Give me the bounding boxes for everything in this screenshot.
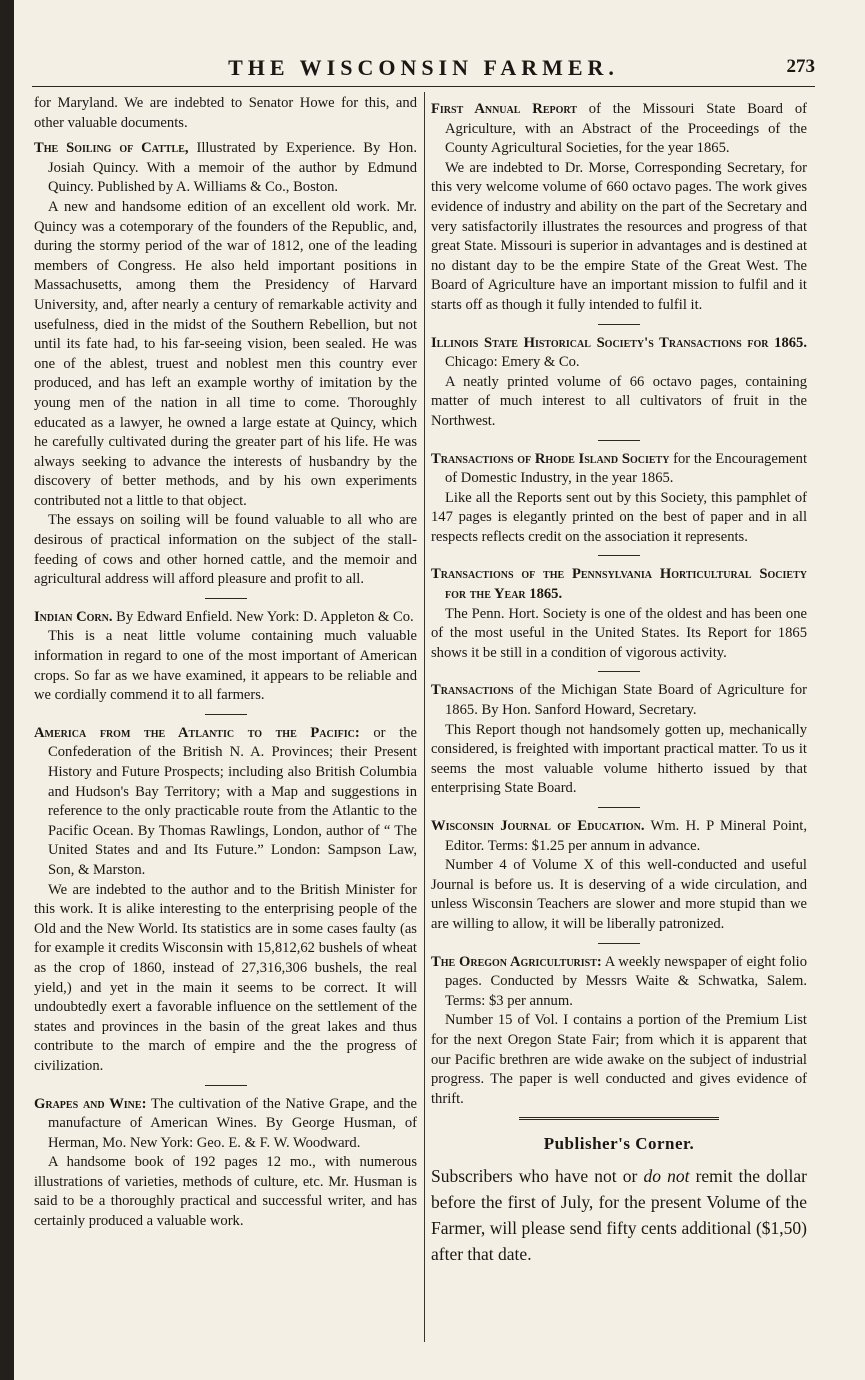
review-publication-info: A weekly newspaper of eight folio pages. Conducted by Messrs Waite & Schwatka, Salem. Terms: $3 per annum. [445, 953, 807, 1009]
publisher-emphasis: do not [643, 1165, 690, 1186]
review-paragraph: Like all the Reports sent out by this Society, this pamphlet of 147 pages is elegantly printed on the best of paper and in all respects reflects credit on the association it represents. [431, 489, 807, 545]
review-title: Wisconsin Journal of Education. [431, 818, 645, 834]
review-heading [431, 681, 807, 720]
review-title: Transactions of Rhode Island Society [431, 450, 670, 467]
review-entry [34, 139, 417, 590]
review-heading [34, 1095, 417, 1154]
review-paragraph: A new and handsome edition of an excellent old work. Mr. Quincy was a cotemporary of the founders of the Republic, and, during the stormy period of the war of 1812, one of the leading members of Congress. He also held important positions in Massachusetts, among them the Presidency of Harvard University, and, after nearly a century of remarkable activity and usefulness, died in the midst of the Southern Rebellion, but not until its fate had, to his far-seeing vision, been sealed. He was one of the ablest, truest and noblest men this country ever produced, and has left an example worthy of imitation by the young men of the nation in all time to come. Thoroughly educated as a lawyer, he owned a large estate at Quincy, which he carefully cultivated during the greater part of his life. He was always seeking to advance the interests of husbandry by the discovery of better methods, and by his own experiments contributed not a little to that object. [34, 198, 417, 509]
review-publication-info: Wm. H. P Mineral Point, Editor. Terms: $1.25 per annum in advance. [445, 818, 807, 854]
review-heading [34, 724, 417, 881]
review-publication-info: The cultivation of the Native Grape, and the manufacture of American Wines. By George Husman, of Herman, Mo. New York: Geo. E. & F. W. Woodward. [48, 1095, 417, 1151]
review-title: First Annual Report [431, 101, 577, 117]
review-paragraph: A handsome book of 192 pages 12 mo., with numerous illustrations of varieties, methods of culture, etc. Mr. Husman is said to be a thoroughly practical and successful writer, and has certainly produced a valuable work. [34, 1154, 417, 1230]
review-paragraph: This Report though not handsomely gotten up, mechanically considered, is freighted with important practical matter. To us it seems the most valuable volume hitherto issued by that enterprising State Board. [431, 721, 807, 797]
review-paragraph: The Penn. Hort. Society is one of the oldest and has been one of the most useful in the United States. Its Report for 1865 shows it be still in a condition of vigorous activity. [431, 605, 807, 661]
review-heading [431, 100, 807, 159]
review-entry [34, 724, 417, 1077]
review-title: Transactions of the Pennsylvania Horticultural Society for the Year 1865. [431, 566, 807, 603]
left-column [34, 94, 417, 1232]
review-title: America from the Atlantic to the Pacific: [34, 724, 360, 741]
review-heading [431, 953, 807, 1012]
review-title: The Oregon Agriculturist: [431, 953, 602, 970]
review-publication-info: for the Encouragement of Domestic Industry, in the year 1865. [445, 450, 807, 487]
review-paragraph: We are indebted to Dr. Morse, Corresponding Secretary, for this very welcome volume of 660 octavo pages. The work gives evidence of industry and ability on the part of the Secretary and very satisfactorily illustrates the resources and progress of that great State. Missouri is superior in advantages and is destined at no distant day to be the empire State of the Great West. The Board of Agriculture have an important mission to fulfil and it starts off as though it fully intended to fulfil it. [431, 159, 807, 313]
review-title: Transactions [431, 682, 514, 699]
publisher-corner-heading: Publisher's Corner. [543, 1134, 695, 1154]
page-header [32, 50, 815, 87]
review-publication-info: Illustrated by Experience. By Hon. Josiah Quincy. With a memoir of the author by Edmund Quincy. Published by A. Williams & Co., Boston. [48, 140, 417, 196]
review-paragraph: A neatly printed volume of 66 octavo pages, containing matter of much interest to all cultivators of fruit in the Northwest. [431, 373, 807, 429]
section-rule [598, 943, 640, 944]
review-publication-info: or the Confederation of the British N. A. Provinces; their Present History and Future Prospects; including also British Columbia and Hudson's Bay Territory; with a Map and suggestions in reference to the only practicable route from the Atlantic to the Pacific Ocean. By Thomas Rawlings, London, author of “ The United States and and Its Future.” London: Sampson Law, Son, & Marston. [48, 724, 417, 878]
continued-text: for Maryland. We are indebted to Senator Howe for this, and other valuable documents. [34, 95, 417, 131]
page-binding-edge [0, 0, 14, 1380]
review-heading [431, 450, 807, 489]
review-entry [431, 953, 807, 1110]
review-publication-info: By Edward Enfield. New York: D. Appleton & Co. [112, 608, 414, 625]
review-paragraph: Number 15 of Vol. I contains a portion of the Premium List for the next Oregon State Fair; from which it is apparent that our Pacific brethren are wide awake on the subject of industrial progress. The paper is well conducted and gives evidence of thrift. [431, 1012, 807, 1107]
publisher-corner-notice [431, 1163, 807, 1267]
review-title: Indian Corn. [34, 608, 113, 625]
review-heading [34, 139, 417, 198]
review-title: Illinois State Historical Society's Transactions for 1865. [431, 334, 807, 351]
page-title: THE WISCONSIN FARMER. [228, 55, 619, 80]
section-rule [598, 440, 640, 441]
review-title: Grapes and Wine: [34, 1095, 147, 1112]
section-rule [598, 807, 640, 808]
page-number: 273 [786, 56, 815, 77]
section-rule [598, 324, 640, 325]
review-entry [34, 608, 417, 706]
publisher-text-after: remit the dollar before the first of July, for the present Volume of the Farmer, will please send fifty cents additional ($1,50) after that date. [431, 1165, 807, 1264]
section-rule [598, 671, 640, 672]
review-heading [431, 334, 807, 373]
right-column [431, 94, 807, 1267]
section-rule [205, 714, 247, 715]
review-heading [431, 817, 807, 856]
review-heading [431, 565, 807, 604]
review-entry [431, 100, 807, 316]
section-rule [598, 555, 640, 556]
review-publication-info: of the Michigan State Board of Agriculture for 1865. By Hon. Sanford Howard, Secretary. [445, 682, 807, 719]
publisher-text-before: Subscribers who have not or [431, 1165, 644, 1186]
review-entry [431, 817, 807, 935]
review-entry [431, 565, 807, 663]
review-title: The Soiling of Cattle, [34, 140, 189, 157]
section-rule [205, 1085, 247, 1086]
right-column-reviews [431, 100, 807, 1109]
review-paragraph: The essays on soiling will be found valuable to all who are desirous of practical information on the subject of the stall-feeding of cows and other horned cattle, and the memoir and agricultural address will afford pleasure and profit to all. [34, 512, 417, 588]
review-heading [34, 608, 417, 628]
review-entry [431, 450, 807, 548]
review-entry [34, 1095, 417, 1232]
review-paragraph: Number 4 of Volume X of this well-conducted and useful Journal is before us. It is deserving of a wide circulation, and unless Wisconsin Teachers are slower and more stupid than we are willing to allow, it will be liberally patronized. [431, 857, 807, 932]
review-entry [431, 334, 807, 432]
review-publication-info: Chicago: Emery & Co. [445, 354, 580, 371]
section-rule [205, 598, 247, 599]
review-publication-info: of the Missouri State Board of Agriculture, with an Abstract of the Proceedings of the County Agricultural Societies, for the year 1865. [445, 101, 807, 157]
double-rule [519, 1117, 719, 1120]
review-paragraph: We are indebted to the author and to the British Minister for this work. It is alike interesting to the enterprising people of the Old and the New World. Its statistics are in some cases faulty (as for example it credits Wisconsin with 15,812,62 bushels of wheat as the crop of 1860, instead of 27,316,306 bushels, the real yield,) and yet in the main it seems to be correct. It will undoubtedly exert a favorable influence on the settlement of the states and provinces in the basin of the great lakes and thus contribute to the march of empire and the the progress of civilization. [34, 881, 417, 1074]
review-entry [431, 681, 807, 799]
review-paragraph: This is a neat little volume containing much valuable information in regard to one of the most important of American crops. So far as we have examined, it appears to be reliable and we cordially commend it to all farmers. [34, 628, 417, 704]
column-divider [424, 92, 425, 1342]
